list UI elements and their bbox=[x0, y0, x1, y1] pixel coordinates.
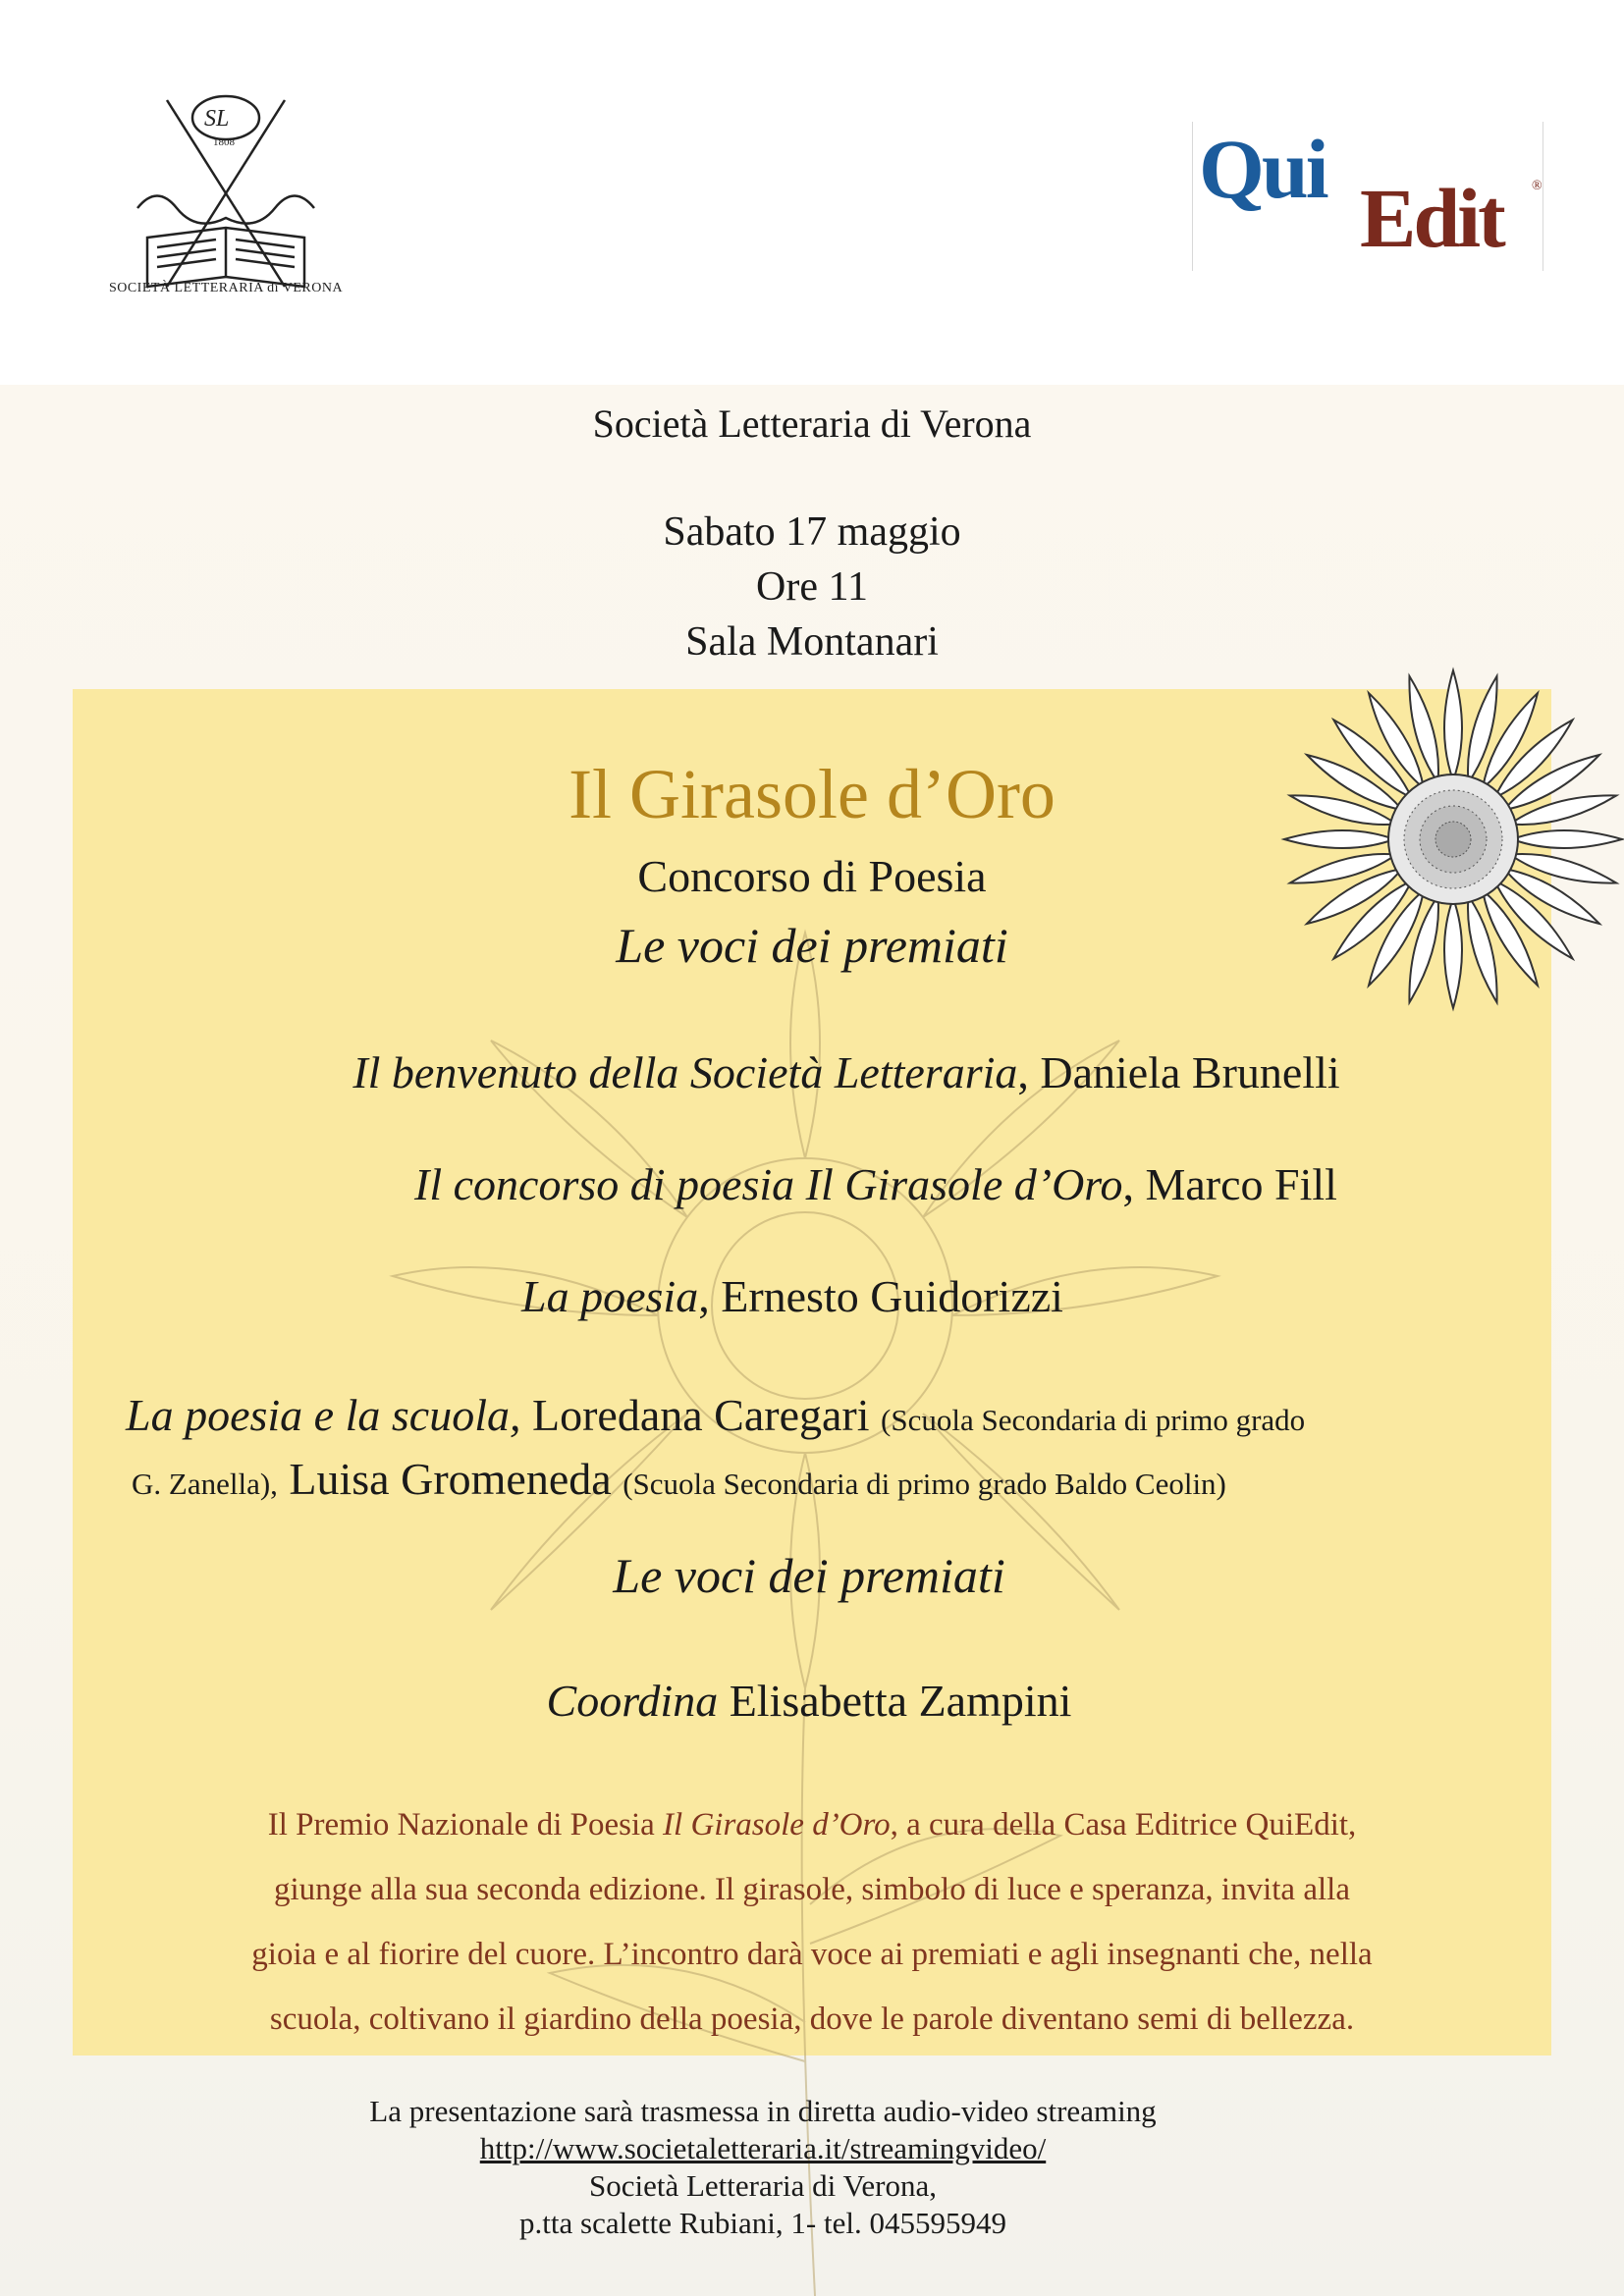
streaming-url-link[interactable]: http://www.societaletteraria.it/streamingvideo/ bbox=[479, 2131, 1047, 2165]
event-subtitle: Concorso di Poesia bbox=[637, 851, 987, 901]
event-tagline: Le voci dei premiati bbox=[616, 918, 1008, 973]
program-item-winners: Le voci dei premiati bbox=[613, 1548, 1005, 1603]
event-time: Ore 11 bbox=[756, 564, 868, 610]
program-item-contest-topic: Il concorso di poesia Il Girasole d’Oro bbox=[414, 1159, 1123, 1209]
program-item-school-affiliation2: (Scuola Secondaria di primo grado Baldo Ceolin) bbox=[623, 1467, 1226, 1501]
program-item-school-affiliation1b: G. Zanella), bbox=[132, 1467, 278, 1501]
description-line2: giunge alla sua seconda edizione. Il girasole, simbolo di luce e speranza, invita alla bbox=[274, 1872, 1350, 1907]
societa-letteraria-logo bbox=[98, 90, 353, 306]
program-item-school-topic: La poesia e la scuola, bbox=[126, 1390, 521, 1440]
event-date: Sabato 17 maggio bbox=[663, 509, 961, 555]
program-item-school-affiliation1a: (Scuola Secondaria di primo grado bbox=[881, 1403, 1306, 1437]
program-item-poetry-sep: , bbox=[698, 1271, 722, 1321]
description-line1-start: Il Premio Nazionale di Poesia bbox=[267, 1807, 664, 1842]
program-item-school bbox=[126, 1386, 1520, 1514]
event-venue: Sala Montanari bbox=[685, 619, 939, 665]
organizer-name: Società Letteraria di Verona bbox=[592, 401, 1032, 446]
event-title: Il Girasole d’Oro bbox=[568, 755, 1056, 833]
footer-streaming-note: La presentazione sarà trasmessa in diretta audio-video streaming bbox=[369, 2094, 1157, 2128]
program-item-contest-sep: , bbox=[1122, 1159, 1146, 1209]
program-item-school-speaker2: Luisa Gromeneda bbox=[289, 1454, 612, 1504]
program-item-poetry-speaker: Ernesto Guidorizzi bbox=[721, 1271, 1063, 1321]
program-item-welcome-topic: Il benvenuto della Società Letteraria bbox=[352, 1047, 1018, 1097]
coordinator-name: Elisabetta Zampini bbox=[729, 1676, 1072, 1726]
description-paragraph bbox=[98, 1792, 1526, 2052]
quiedit-logo bbox=[1192, 122, 1543, 271]
registered-mark: ® bbox=[1532, 179, 1543, 193]
footer-organization: Società Letteraria di Verona, bbox=[588, 2168, 938, 2203]
program-item-school-speaker1: Loredana Caregari bbox=[531, 1390, 870, 1440]
footer-streaming-url-row bbox=[0, 2131, 1575, 2166]
program-item-poetry bbox=[0, 1270, 1604, 1322]
description-line3: gioia e al fiorire del cuore. L’incontro darà voce ai premiati e agli insegnanti che, nella bbox=[251, 1937, 1373, 1972]
quiedit-logo-edit: Edit bbox=[1360, 171, 1503, 265]
logo-monogram: SL bbox=[204, 106, 230, 132]
footer-address: p.tta scalette Rubiani, 1- tel. 045595949 bbox=[519, 2206, 1006, 2240]
program-item-welcome-sep: , bbox=[1017, 1047, 1041, 1097]
description-line4: scuola, coltivano il giardino della poesia, dove le parole diventano semi di bellezza. bbox=[269, 2002, 1355, 2037]
program-item-welcome-speaker: Daniela Brunelli bbox=[1040, 1047, 1340, 1097]
quiedit-logo-qui: Qui bbox=[1199, 122, 1326, 216]
program-item-poetry-topic: La poesia bbox=[521, 1271, 699, 1321]
program-item-contest bbox=[64, 1158, 1624, 1210]
description-line1-end: , a cura della Casa Editrice QuiEdit, bbox=[890, 1807, 1357, 1842]
description-line1-title: Il Girasole d’Oro bbox=[663, 1807, 891, 1842]
program-item-contest-speaker: Marco Fill bbox=[1145, 1159, 1337, 1209]
background-sunflower-illustration bbox=[373, 923, 1276, 2296]
logo-year: 1808 bbox=[213, 136, 235, 148]
coordinator-label: Coordina bbox=[546, 1676, 719, 1726]
logo-caption: SOCIETÀ LETTERARIA di VERONA bbox=[108, 281, 344, 295]
program-coordinator bbox=[0, 1675, 1621, 1727]
program-item-welcome bbox=[34, 1046, 1624, 1098]
